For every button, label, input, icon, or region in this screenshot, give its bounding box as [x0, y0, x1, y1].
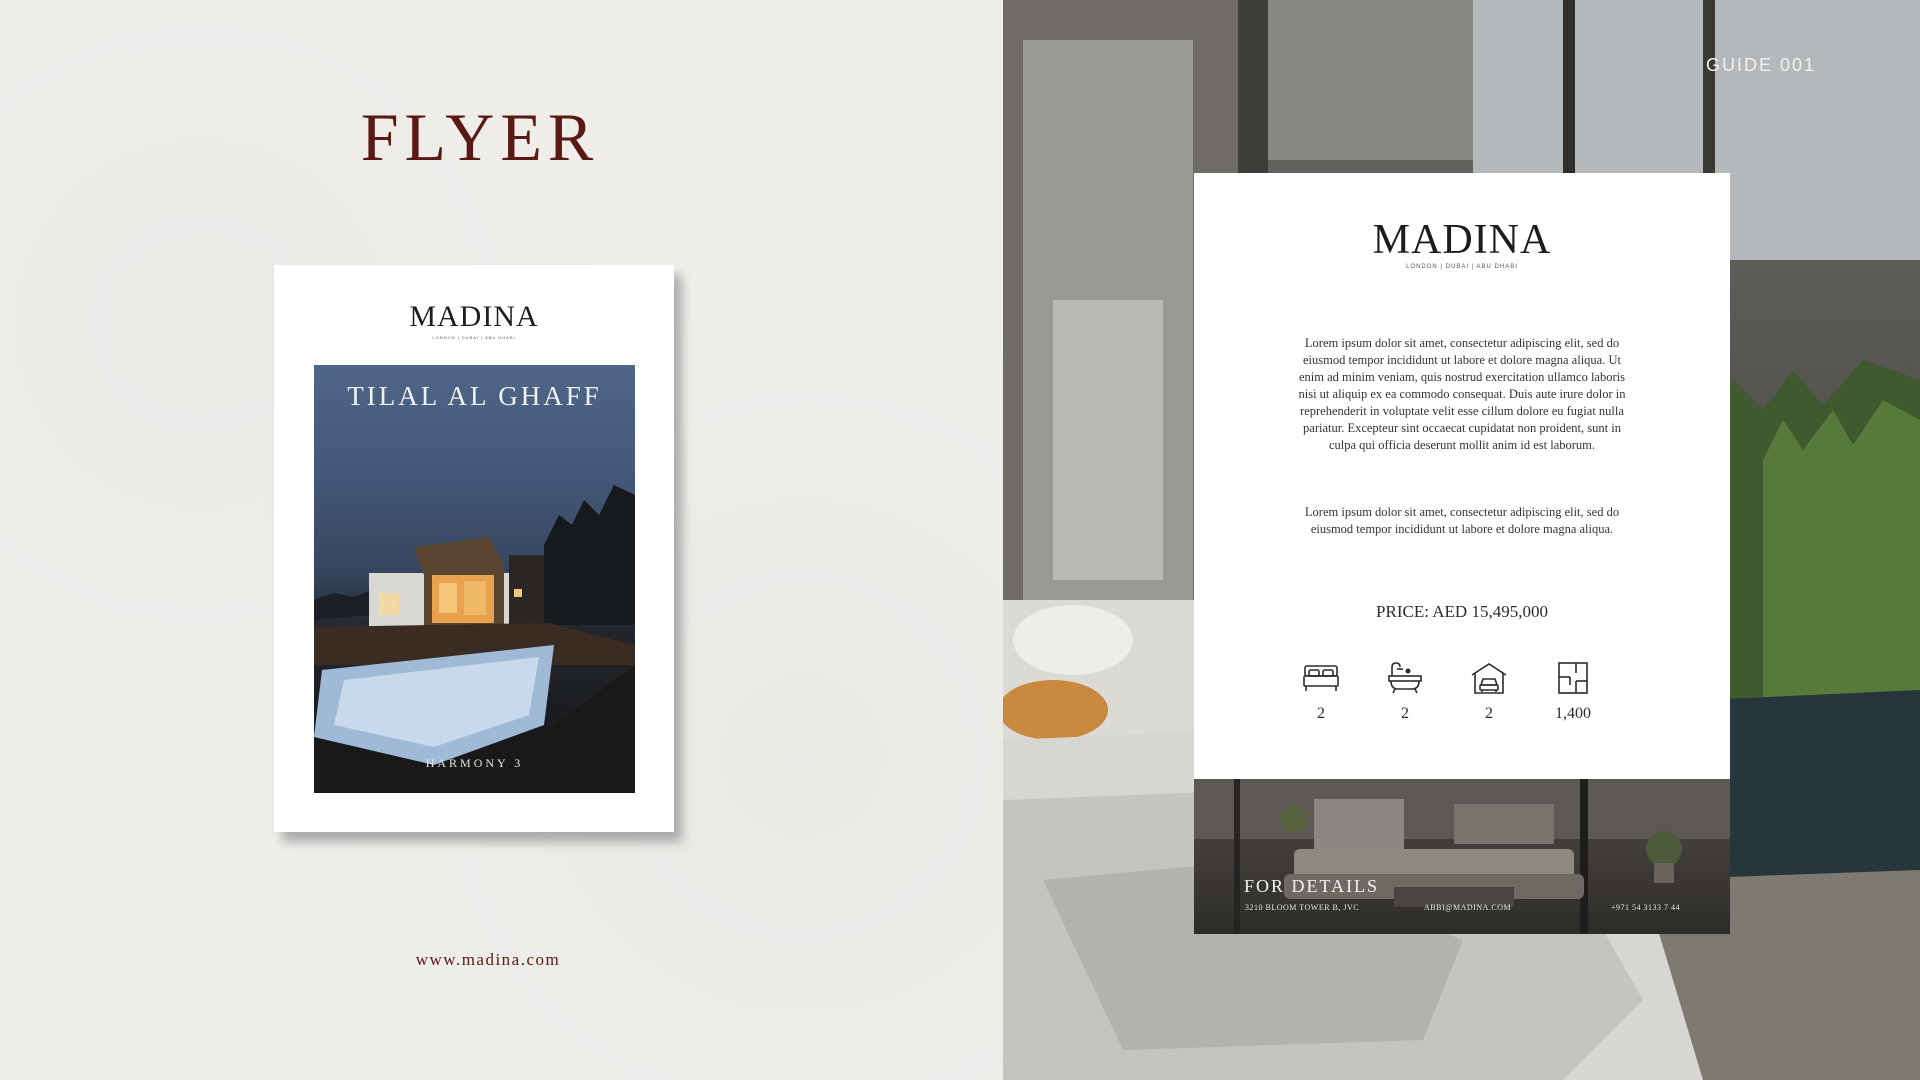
- floor-plan-icon: [1554, 661, 1592, 695]
- flyer-back-sheet: [1194, 173, 1730, 779]
- stat-garage: [1449, 661, 1529, 723]
- stat-value: 2: [1317, 705, 1325, 722]
- villa-scene-illustration: [314, 365, 635, 793]
- property-subtitle: HARMONY 3: [425, 756, 524, 770]
- price-label: PRICE: AED 15,495,000: [1376, 602, 1548, 621]
- stat-area: [1533, 661, 1613, 723]
- garage-icon: [1470, 661, 1508, 695]
- contact-phone[interactable]: +971 54 3133 7 44: [1611, 903, 1681, 912]
- website-link[interactable]: www.madina.com: [415, 950, 561, 969]
- page-title: FLYER: [360, 99, 600, 175]
- flyer-cover-card: [274, 265, 674, 832]
- brand-logo: MADINA: [409, 300, 539, 333]
- stat-value: 1,400: [1555, 705, 1591, 722]
- bed-icon: [1302, 661, 1340, 695]
- right-panel: [1003, 0, 1920, 1080]
- villa-pool-photo: [314, 365, 635, 793]
- stat-bathrooms: [1365, 661, 1445, 723]
- contact-title: FOR DETAILS: [1244, 876, 1380, 896]
- contact-email[interactable]: ABBI@MADINA.COM: [1424, 903, 1512, 912]
- description-paragraph-1: Lorem ipsum dolor sit amet, consectetur adipiscing elit, sed do eiusmod tempor incididunt ut labore et dolore magna aliqua. Ut enim ad minim veniam, quis nostrud exercitation ullamco laboris nisi ut aliquip ex ea commodo consequat. Duis aute irure dolor in reprehenderit in voluptate velit esse cillum dolore eu fugiat nulla pariatur. Excepteur sint occaecat cupidatat non proident, sunt in culpa qui officia deserunt mollit anim id est laborum.: [1298, 336, 1626, 452]
- brand-logo: MADINA: [1372, 217, 1552, 263]
- stat-value: 2: [1401, 705, 1409, 722]
- brand-locations: LONDON | DUBAI | ABU DHABI: [1406, 264, 1518, 270]
- description-paragraph-2: Lorem ipsum dolor sit amet, consectetur adipiscing elit, sed do eiusmod tempor incididunt ut labore et dolore magna aliqua.: [1304, 505, 1620, 536]
- bathtub-icon: [1386, 661, 1424, 695]
- stat-value: 2: [1485, 705, 1493, 722]
- contact-footer: [1194, 779, 1730, 934]
- brand-locations: LONDON | DUBAI | ABU DHABI: [432, 335, 516, 340]
- guide-label: GUIDE 001: [1705, 55, 1816, 75]
- property-name: TILAL AL GHAFF: [347, 381, 602, 411]
- contact-address: 3210 BLOOM TOWER B, JVC: [1245, 903, 1360, 912]
- stat-bedrooms: [1281, 661, 1361, 723]
